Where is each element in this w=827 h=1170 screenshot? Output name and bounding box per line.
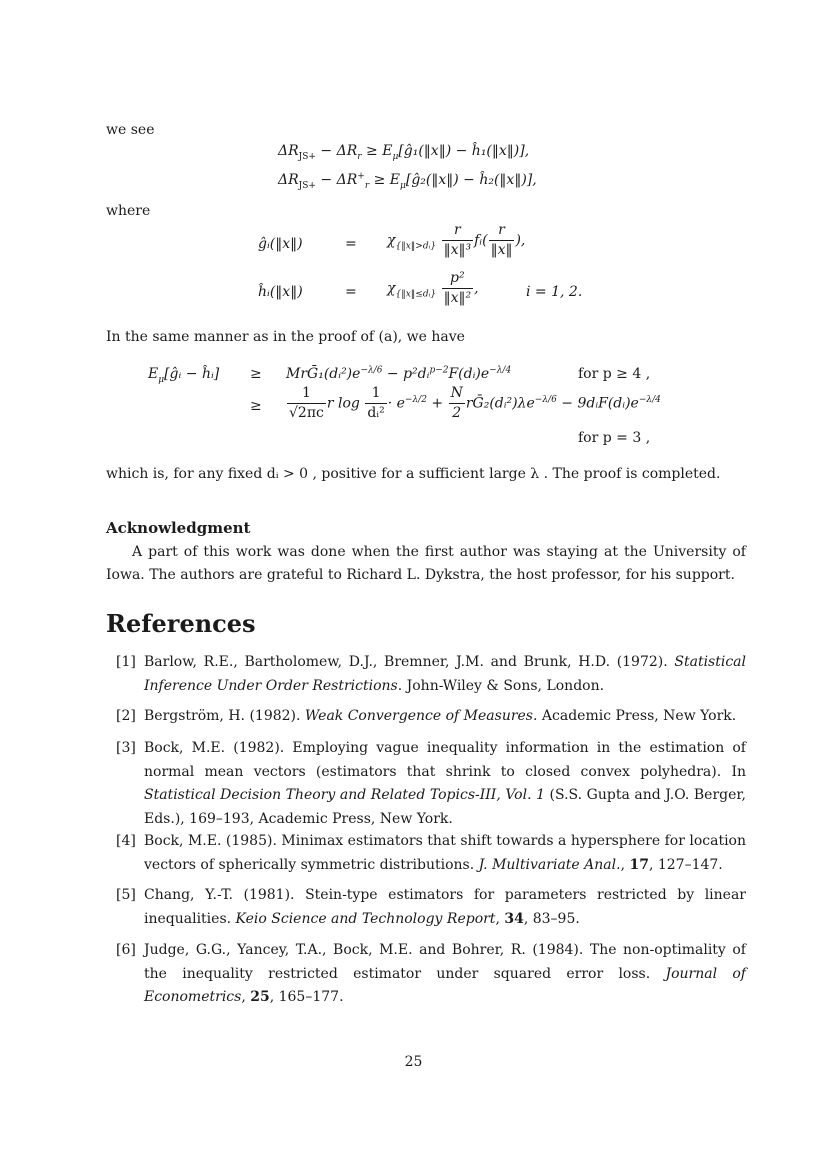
eq1-rhs-sub: μ (392, 151, 399, 162)
reference-text: Bock, M.E. (1985). Minimax estimators that shift towards a hypersphere for location vectors of spherically symmetric distributions. (144, 833, 746, 873)
bound2-tail2: − 9dᵢF(dᵢ)e (556, 395, 639, 412)
bound2-frac3-num: N (449, 385, 465, 404)
bound2-rlog: r log (326, 395, 360, 412)
equation-delta-risk-2 (278, 172, 537, 189)
reference-volume: 17 (629, 856, 649, 873)
bound1-exp3: −λ/4 (489, 365, 512, 376)
reference-number: [4] (116, 833, 136, 849)
reference-text: Chang, Y.-T. (1981). Stein-type estimators for parameters restricted by linear inequalities. (144, 887, 746, 927)
reference-volume: 34 (504, 910, 524, 927)
reference-journal: Keio Science and Technology Report (235, 910, 496, 927)
reference-sep: , (620, 856, 630, 873)
h-hat-fraction (442, 270, 474, 307)
bound1-c: F(dᵢ)e (448, 366, 490, 382)
reference-text: Barlow, R.E., Bartholomew, D.J., Bremner, J.M. and Brunk, H.D. (1972). (144, 654, 675, 670)
reference-item (106, 651, 746, 698)
reference-number: [6] (116, 942, 136, 958)
references-heading: References (106, 609, 256, 638)
eq2-mid-sub: r (364, 180, 370, 191)
reference-pages: , 127–147. (648, 856, 723, 873)
reference-volume: 25 (250, 989, 270, 1005)
index-range: i = 1, 2. (526, 284, 583, 300)
reference-item (106, 939, 746, 1010)
g-hat-chi: χ (387, 232, 396, 249)
bound2-frac3 (449, 385, 465, 422)
g-hat-chi-sub: {‖x‖>dᵢ} (395, 241, 437, 252)
g-hat-fraction-den: ‖x‖³ (443, 242, 472, 258)
bound2-frac2 (365, 385, 386, 422)
eq1-lhs: ΔR (278, 143, 299, 159)
bound2-mid: · e (387, 395, 405, 412)
g-hat-close: ), (515, 232, 526, 249)
eq1-mid: − ΔR (315, 143, 358, 159)
condition-p-geq-4: for p ≥ 4 , (578, 366, 651, 382)
reference-number: [2] (116, 708, 136, 724)
reference-title: Statistical Decision Theory and Related Topics-III, Vol. 1 (144, 787, 545, 803)
reference-sep: , (241, 989, 251, 1005)
eq2-rhs-sub: μ (400, 180, 406, 191)
bound1-exp2: p−2 (429, 365, 449, 376)
g-hat-inner-fraction (489, 222, 515, 259)
page-number: 25 (404, 1054, 423, 1070)
acknowledgment-text: A part of this work was done when the first author was staying at the University of Iowa. The authors are grateful to Richard L. Dykstra, the host professor, for his support. (106, 544, 746, 583)
reference-text: Judge, G.G., Yancey, T.A., Bock, M.E. and Bohrer, R. (1984). The non-optimality of the inequality restricted estimator under squared error loss. (144, 942, 746, 982)
bound2-tail: rḠ₂(dᵢ²)λe (465, 395, 535, 412)
reference-pages: , 165–177. (269, 989, 344, 1005)
g-hat-fraction-num: r (442, 222, 474, 241)
geq-symbol-1: ≥ (250, 366, 262, 382)
g-hat-f: fᵢ( (474, 232, 488, 249)
reference-item (106, 705, 746, 729)
bound2-exp1: −λ/2 (404, 394, 427, 405)
g-hat-rhs (387, 222, 525, 259)
reference-publisher: . Academic Press, New York. (533, 708, 737, 724)
h-hat-chi-sub: {‖x‖≤dᵢ} (395, 289, 437, 300)
reference-journal: J. Multivariate Anal. (478, 856, 621, 873)
h-hat-comma: , (474, 280, 479, 297)
geq-symbol-2: ≥ (250, 398, 262, 414)
g-hat-lhs: ĝᵢ(‖x‖) (258, 236, 303, 252)
bound2-plus: + (426, 395, 448, 412)
eq1-rhs: ≥ E (361, 143, 393, 159)
reference-text: Bock, M.E. (1982). Employing vague inequality information in the estimation of normal mean vectors (estimators that shrink to closed convex polyhedra). In (144, 740, 746, 780)
reference-title: Statistical Inference Under Order Restrictions (144, 654, 746, 694)
eq2-bracket: [ĝ₂(‖x‖) − ĥ₂(‖x‖)], (405, 172, 537, 188)
exp-lhs-e: E (148, 366, 159, 382)
bound2-frac3-den: 2 (452, 405, 462, 421)
reference-number: [1] (116, 654, 136, 670)
reference-publisher: (S.S. Gupta and J.O. Berger, Eds.), 169–193, Academic Press, New York. (144, 787, 746, 827)
bound-line-2 (286, 385, 661, 422)
reference-item (106, 737, 746, 831)
reference-number: [3] (116, 740, 136, 756)
reference-number: [5] (116, 887, 136, 903)
bound2-frac1 (287, 385, 326, 422)
bound1-b: − p²dᵢ (382, 366, 430, 382)
bound-line-1 (286, 366, 511, 383)
equation-delta-risk-1 (278, 143, 529, 160)
exp-lhs-bracket: [ĝᵢ − ĥᵢ] (164, 366, 220, 382)
acknowledgment-heading: Acknowledgment (106, 519, 251, 537)
eq2-lhs: ΔR (278, 172, 299, 188)
g-hat-equals: = (345, 236, 357, 252)
eq2-lhs-sub: JS+ (298, 180, 316, 191)
reference-item (106, 830, 746, 877)
condition-p-eq-3: for p = 3 , (578, 430, 651, 446)
h-hat-lhs: ĥᵢ(‖x‖) (258, 284, 303, 300)
reference-text: Bergström, H. (1982). (144, 708, 305, 724)
g-hat-inner-num: r (489, 222, 515, 241)
h-hat-fraction-den: ‖x‖² (443, 290, 472, 306)
same-manner-text: In the same manner as in the proof of (a), we have (106, 329, 465, 345)
reference-pages: , 83–95. (523, 910, 580, 927)
reference-item (106, 884, 746, 931)
bound2-frac1-num: 1 (287, 385, 326, 404)
h-hat-rhs (387, 270, 479, 307)
bound1-exp1: −λ/6 (360, 365, 383, 376)
reference-title: Weak Convergence of Measures (304, 708, 533, 724)
we-see-text: we see (106, 122, 155, 138)
expectation-lhs (148, 366, 219, 383)
eq2-mid: − ΔR (315, 172, 358, 188)
eq2-rhs: ≥ E (369, 172, 400, 188)
bound2-exp3: −λ/4 (638, 394, 661, 405)
g-hat-inner-den: ‖x‖ (490, 242, 513, 258)
eq1-lhs-sub: JS+ (298, 151, 316, 162)
exp-lhs-sub: μ (158, 374, 165, 385)
bound2-frac2-den: dᵢ² (367, 405, 385, 421)
bound2-frac2-num: 1 (365, 385, 386, 404)
eq2-mid-sup: + (357, 171, 365, 182)
where-text: where (106, 203, 151, 219)
h-hat-chi: χ (387, 280, 396, 297)
reference-journal: Journal of Econometrics (144, 965, 746, 1005)
reference-publisher: . John-Wiley & Sons, London. (397, 677, 605, 694)
bound2-frac1-den: √2πc (289, 405, 324, 421)
h-hat-equals: = (345, 284, 357, 300)
eq1-mid-sub: r (357, 151, 362, 162)
eq1-bracket: [ĝ₁(‖x‖) − ĥ₁(‖x‖)], (398, 143, 530, 159)
bound2-exp2: −λ/6 (534, 394, 557, 405)
h-hat-fraction-num: p² (442, 270, 474, 289)
reference-sep: , (495, 910, 505, 927)
g-hat-fraction (442, 222, 474, 259)
proof-conclusion: which is, for any fixed dᵢ > 0 , positive for a sufficient large λ . The proof is completed. (106, 466, 721, 482)
bound1-a: MrḠ₁(dᵢ²)e (286, 366, 361, 382)
